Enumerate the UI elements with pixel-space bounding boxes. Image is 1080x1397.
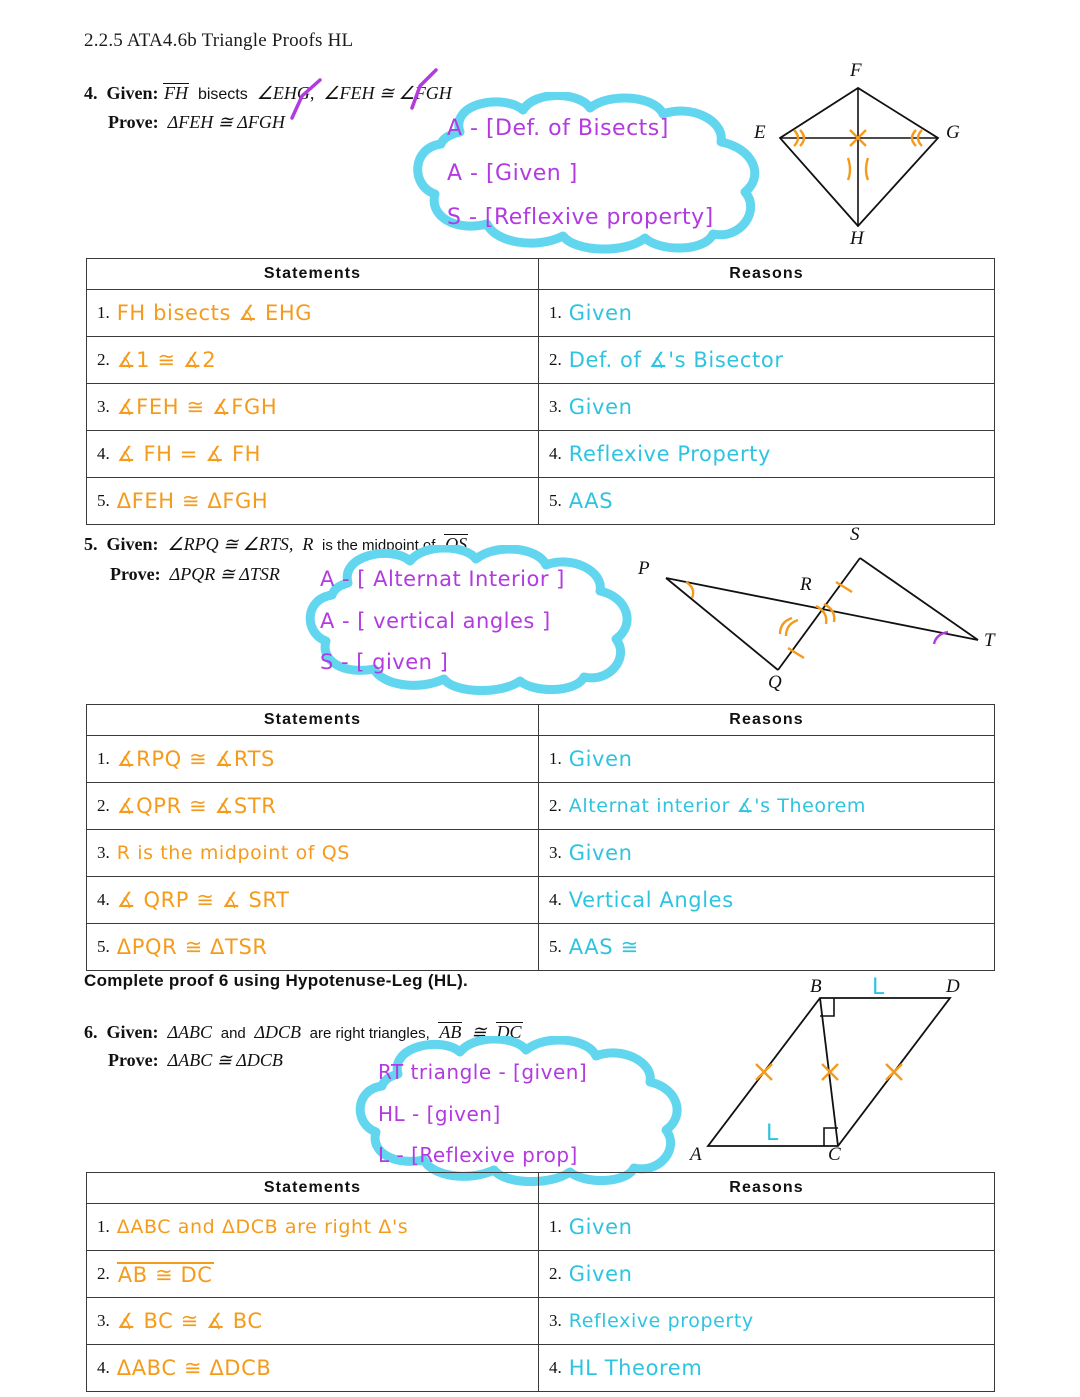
row-number: 1. xyxy=(97,303,110,322)
annotation-cloud-4 xyxy=(405,92,775,255)
statement-text: ΔABC and ΔDCB are right Δ's xyxy=(116,1215,409,1238)
header-reasons: Reasons xyxy=(539,1173,995,1204)
table-row xyxy=(87,337,995,384)
proof-table-6 xyxy=(86,1172,995,1392)
figure-label-A: A xyxy=(690,1144,702,1165)
checkmark-icon-1 xyxy=(288,78,328,124)
reason-cell xyxy=(539,1251,995,1298)
row-number: 2. xyxy=(97,796,110,815)
statement-cell xyxy=(87,1298,539,1345)
row-number: 4. xyxy=(97,1358,110,1377)
row-number: 1. xyxy=(549,1217,562,1236)
statement-cell xyxy=(87,830,539,877)
problem-5-given: 5. Given: ∠RPQ ≅ ∠RTS, R is the midpoint of QS xyxy=(84,534,468,554)
table-row xyxy=(87,1298,995,1345)
table-row xyxy=(87,1204,995,1251)
figure-kite-EFGH xyxy=(754,60,1000,256)
reason-cell xyxy=(539,337,995,384)
table-row xyxy=(87,783,995,830)
reason-text: Reflexive Property xyxy=(568,441,772,466)
row-number: 1. xyxy=(97,749,110,768)
figure-label-Q: Q xyxy=(768,672,782,693)
reason-text: Vertical Angles xyxy=(568,887,734,912)
header-statements: Statements xyxy=(87,705,539,736)
table-row xyxy=(87,1345,995,1392)
row-number: 5. xyxy=(549,491,562,510)
statement-cell xyxy=(87,384,539,431)
table-row xyxy=(87,431,995,478)
statement-cell xyxy=(87,1251,539,1298)
statement-text: ∡QPR ≅ ∡STR xyxy=(116,793,277,818)
problem-6-given: 6. Given: ΔABC and ΔDCB are right triangles, AB ≅ DC xyxy=(84,1022,522,1042)
reason-text: Reflexive property xyxy=(568,1309,754,1332)
row-number: 3. xyxy=(549,1311,562,1330)
annotation-6-line-1: RT triangle - [given] xyxy=(378,1060,588,1084)
annotation-6-line-2: HL - [given] xyxy=(378,1102,501,1126)
row-number: 4. xyxy=(549,444,562,463)
row-number: 3. xyxy=(97,397,110,416)
statement-cell xyxy=(87,783,539,830)
problem-4-given: 4. Given: FH bisects ∠EHG, ∠FEH ≅ ∠FGH xyxy=(84,83,452,103)
table-header-row xyxy=(87,1173,995,1204)
problem-4-prove: Prove: ΔFEH ≅ ΔFGH xyxy=(108,112,285,132)
header-reasons: Reasons xyxy=(539,705,995,736)
reason-cell xyxy=(539,384,995,431)
statement-cell xyxy=(87,736,539,783)
statement-cell xyxy=(87,1345,539,1392)
statement-text: AB ≅ DC xyxy=(117,1262,213,1287)
row-number: 3. xyxy=(97,843,110,862)
row-number: 5. xyxy=(549,937,562,956)
reason-cell xyxy=(539,290,995,337)
row-number: 2. xyxy=(549,796,562,815)
page-title: 2.2.5 ATA4.6b Triangle Proofs HL xyxy=(84,30,354,51)
statement-text: ∡RPQ ≅ ∡RTS xyxy=(116,746,275,771)
row-number: 5. xyxy=(97,937,110,956)
row-number: 5. xyxy=(97,491,110,510)
reason-cell xyxy=(539,478,995,525)
annotation-4-line-1: A - [Def. of Bisects] xyxy=(447,116,669,141)
proof-table-5 xyxy=(86,704,995,971)
reason-cell xyxy=(539,1345,995,1392)
header-statements: Statements xyxy=(87,259,539,290)
figure-label-R: R xyxy=(800,574,812,595)
figure-label-T: T xyxy=(984,630,995,651)
table-row xyxy=(87,830,995,877)
row-number: 3. xyxy=(97,1311,110,1330)
reason-cell xyxy=(539,1204,995,1251)
row-number: 3. xyxy=(549,843,562,862)
reason-cell xyxy=(539,1298,995,1345)
table-row xyxy=(87,877,995,924)
annotation-4-line-3: S - [Reflexive property] xyxy=(447,205,714,230)
reason-cell xyxy=(539,783,995,830)
annotation-5-line-3: S - [ given ] xyxy=(320,650,449,674)
reason-cell xyxy=(539,830,995,877)
figure-label-S: S xyxy=(850,524,860,545)
annotation-6-line-3: L - [Reflexive prop] xyxy=(378,1143,578,1167)
problem-6-prove: Prove: ΔABC ≅ ΔDCB xyxy=(108,1050,283,1070)
section-heading-hl: Complete proof 6 using Hypotenuse-Leg (HL). xyxy=(84,971,469,990)
statement-text: ∡ QRP ≅ ∡ SRT xyxy=(116,887,290,912)
reason-text: AAS xyxy=(568,488,614,513)
problem-4-given-segment: FH xyxy=(164,83,188,103)
row-number: 2. xyxy=(549,1264,562,1283)
row-number: 4. xyxy=(97,890,110,909)
figure-label-D: D xyxy=(946,976,960,997)
reason-text: AAS ≅ xyxy=(568,934,639,959)
figure-parallelogram xyxy=(690,975,980,1165)
figure-label-P: P xyxy=(638,558,650,579)
statement-cell xyxy=(87,337,539,384)
table-row xyxy=(87,290,995,337)
statement-text: R is the midpoint of QS xyxy=(116,841,350,864)
statement-text: FH bisects ∡ EHG xyxy=(116,300,313,325)
row-number: 2. xyxy=(97,350,110,369)
statement-cell xyxy=(87,924,539,971)
reason-text: Def. of ∡'s Bisector xyxy=(568,347,784,372)
row-number: 1. xyxy=(549,749,562,768)
row-number: 4. xyxy=(549,890,562,909)
reason-text: HL Theorem xyxy=(568,1355,703,1380)
statement-text: ∡ FH = ∡ FH xyxy=(116,441,262,466)
row-number: 2. xyxy=(97,1264,110,1283)
table-row xyxy=(87,384,995,431)
statement-cell xyxy=(87,877,539,924)
reason-text: Given xyxy=(568,394,633,419)
statement-cell xyxy=(87,1204,539,1251)
statement-cell xyxy=(87,478,539,525)
table-header-row xyxy=(87,705,995,736)
statement-text: ∡1 ≅ ∡2 xyxy=(116,347,217,372)
reason-cell xyxy=(539,736,995,783)
reason-text: Alternat interior ∡'s Theorem xyxy=(568,794,866,817)
reason-text: Given xyxy=(568,840,633,865)
reason-text: Given xyxy=(568,300,633,325)
row-number: 4. xyxy=(549,1358,562,1377)
figure-label-H: H xyxy=(850,228,864,249)
table-row xyxy=(87,924,995,971)
problem-5-prove: Prove: ΔPQR ≅ ΔTSR xyxy=(110,564,280,584)
reason-text: Given xyxy=(568,1214,633,1239)
row-number: 3. xyxy=(549,397,562,416)
figure-label-F: F xyxy=(850,60,862,81)
row-number: 4. xyxy=(97,444,110,463)
annotation-5-line-1: A - [ Alternat Interior ] xyxy=(320,567,565,591)
row-number: 1. xyxy=(97,1217,110,1236)
reason-cell xyxy=(539,877,995,924)
table-row xyxy=(87,478,995,525)
reason-text: Given xyxy=(568,1261,633,1286)
statement-text: ∡ BC ≅ ∡ BC xyxy=(116,1308,263,1333)
table-row xyxy=(87,1251,995,1298)
header-reasons: Reasons xyxy=(539,259,995,290)
statement-text: ΔPQR ≅ ΔTSR xyxy=(116,934,268,959)
row-number: 1. xyxy=(549,303,562,322)
figure-crossed-triangles xyxy=(638,524,998,693)
annotation-cloud-5 xyxy=(300,545,640,695)
reason-cell xyxy=(539,924,995,971)
annotation-cloud-6 xyxy=(350,1036,690,1186)
statement-cell xyxy=(87,290,539,337)
annotation-5-line-2: A - [ vertical angles ] xyxy=(320,609,551,633)
header-statements: Statements xyxy=(87,1173,539,1204)
statement-text: ΔFEH ≅ ΔFGH xyxy=(116,488,269,513)
statement-text: ∡FEH ≅ ∡FGH xyxy=(116,394,278,419)
row-number: 2. xyxy=(549,350,562,369)
table-row xyxy=(87,736,995,783)
statement-cell xyxy=(87,431,539,478)
proof-table-4 xyxy=(86,258,995,525)
figure-label-G: G xyxy=(946,122,960,143)
figure-label-C: C xyxy=(828,1144,841,1165)
annotation-4-line-2: A - [Given ] xyxy=(447,161,578,186)
figure-label-B: B xyxy=(810,976,822,997)
svg-text:L: L xyxy=(766,1121,779,1146)
reason-text: Given xyxy=(568,746,633,771)
reason-cell xyxy=(539,431,995,478)
table-header-row xyxy=(87,259,995,290)
svg-text:L: L xyxy=(872,975,885,1000)
statement-text: ΔABC ≅ ΔDCB xyxy=(116,1355,272,1380)
figure-label-E: E xyxy=(754,122,766,143)
